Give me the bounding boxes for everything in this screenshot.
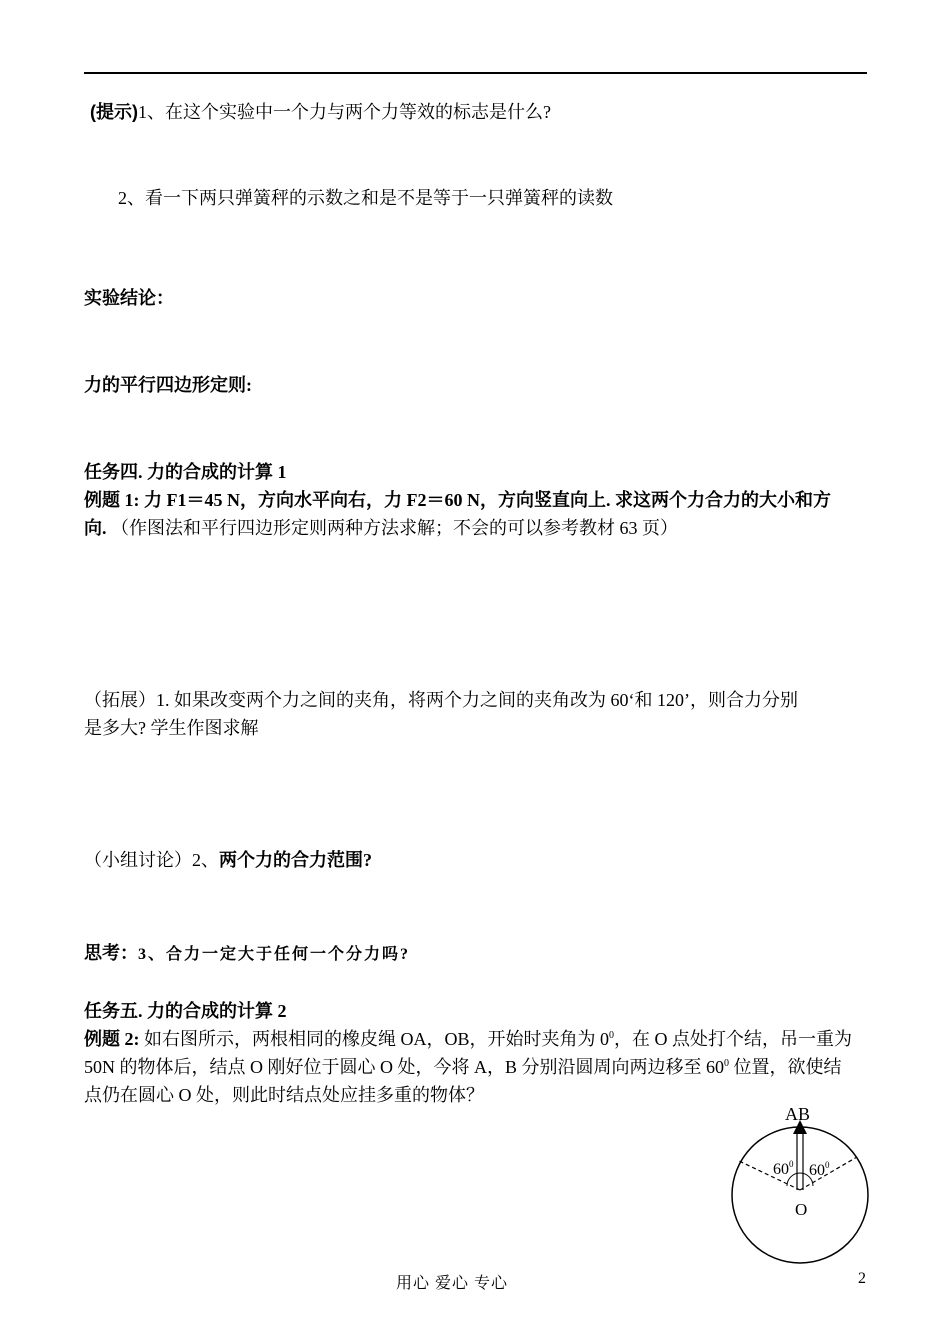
extension-line2: 是多大? 学生作图求解 — [84, 718, 259, 738]
angle-right-label — [809, 1160, 830, 1179]
example1-text-end: 向. — [84, 518, 107, 538]
circle-outline — [732, 1127, 868, 1263]
angle-left-degree: 0 — [789, 1159, 794, 1169]
example2-text-1a: 如右图所示，两根相同的橡皮绳 OA，OB，开始时夹角为 0 — [139, 1029, 610, 1049]
conclusion-heading: 实验结论： — [84, 288, 174, 308]
example1-text: 力 F1＝45 N，方向水平向右，力 F2＝60 N，方向竖直向上. 求这两个力合力的大小和方 — [139, 490, 831, 510]
page-number: 2 — [858, 1270, 866, 1287]
hint-question-2: 2、看一下两只弹簧秤的示数之和是不是等于一只弹簧秤的读数 — [118, 188, 613, 208]
example1-label: 例题 1: — [84, 490, 140, 510]
example1-line1 — [84, 485, 831, 515]
hint-q1-text: 1、在这个实验中一个力与两个力等效的标志是什么? — [138, 102, 551, 122]
angle-right-degree: 0 — [825, 1160, 830, 1170]
center-label-o: O — [795, 1200, 808, 1219]
think-label: 思考： — [84, 943, 138, 963]
angle-left-label — [773, 1159, 794, 1178]
circle-rope-diagram — [725, 1102, 875, 1272]
example1-line2 — [84, 513, 678, 543]
example2-text-1b: ，在 O 点处打个结，吊一重为 — [614, 1029, 853, 1049]
example2-line3: 点仍在圆心 O 处，则此时结点处应挂多重的物体？ — [84, 1085, 484, 1105]
extension-line1: （拓展）1. 如果改变两个力之间的夹角，将两个力之间的夹角改为 60‘和 120’，则合力分别 — [84, 690, 798, 710]
footer-motto: 用心 爱心 专心 — [396, 1275, 509, 1292]
angle-right-value: 60 — [809, 1162, 825, 1179]
group-question: 两个力的合力范围? — [219, 850, 372, 870]
example1-method-note: （作图法和平行四边形定则两种方法求解；不会的可以参考教材 63 页） — [111, 518, 678, 538]
example2-text-2a: 50N 的物体后，结点 O 刚好位于圆心 O 处，今将 A，B 分别沿圆周向两边移至 60 — [84, 1057, 724, 1077]
group-label: （小组讨论）2、 — [84, 850, 219, 870]
example2-line2 — [84, 1052, 842, 1082]
example2-text-2b: 位置，欲使结 — [729, 1057, 842, 1077]
degree-sup: 0 — [609, 1030, 615, 1041]
header-rule — [84, 72, 867, 74]
think-question — [84, 938, 410, 970]
example2-label: 例题 2: — [84, 1029, 140, 1049]
label-ab: AB — [785, 1104, 811, 1124]
group-discussion — [84, 845, 372, 875]
task4-title: 任务四. 力的合成的计算 1 — [84, 462, 287, 482]
hint-label: (提示) — [90, 102, 138, 122]
hint-question-1 — [90, 97, 551, 127]
angle-left-value: 60 — [773, 1161, 789, 1178]
degree-sup: 0 — [724, 1058, 729, 1069]
task5-title: 任务五. 力的合成的计算 2 — [84, 1001, 287, 1021]
example2-line1 — [84, 1024, 852, 1054]
parallelogram-rule-heading: 力的平行四边形定则: — [84, 375, 252, 395]
think-text: 3、合力一定大于任何一个分力吗? — [138, 946, 411, 963]
